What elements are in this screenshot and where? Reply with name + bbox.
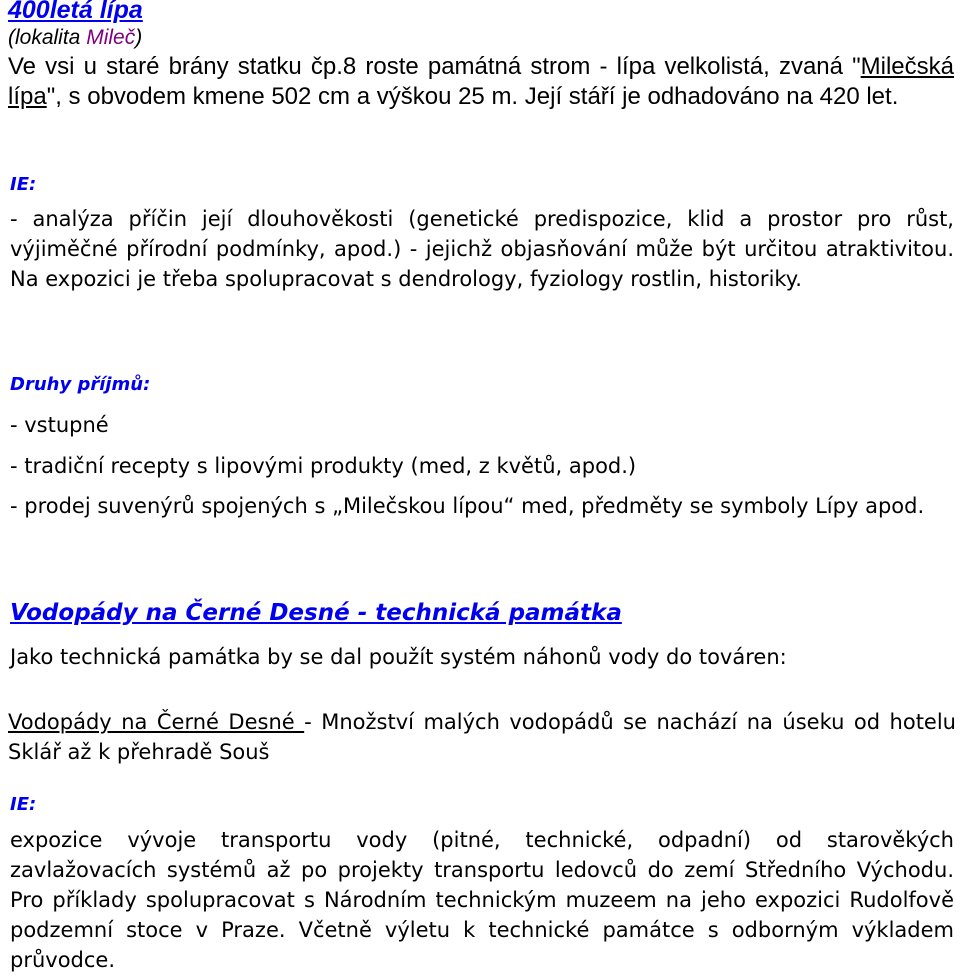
vodopady-link-desc: - Množství malých vodopádů se nachází na úseku od hotelu Sklář až k přehradě Souš (8, 710, 956, 764)
income-item: - tradiční recepty s lipovými produkty (med, z květů, apod.) (10, 454, 637, 478)
desc-link-milecska-lipa[interactable]: Milečská lípa (8, 53, 954, 110)
section-title-vodopady[interactable]: Vodopády na Černé Desné - technická památka (10, 600, 622, 626)
income-item: - prodej suvenýrů spojených s „Milečskou lípou“ med, předměty se symboly Lípy apod. (10, 494, 925, 518)
ie-text-1: - analýza příčin její dlouhověkosti (genetické predispozice, klid a prostor pro růst, výjiměčné přírodní podmínky, apod.) - jejichž objasňování může být určitou atraktivitou. Na expozici je třeba spolupracovat s dendrology, fyziology rostlin, historiky. (10, 207, 954, 291)
desc-part1: Ve vsi u staré brány statku čp.8 roste památná strom - lípa velkolistá, zvaná " (8, 53, 861, 80)
location-name: Mileč (86, 26, 136, 49)
ie-label-2: IE: (10, 794, 37, 815)
lipa-description (8, 52, 954, 112)
section-title-lipa[interactable]: 400letá lípa (8, 0, 143, 24)
location-suffix: ) (135, 26, 143, 49)
income-item: - vstupné (10, 413, 109, 437)
vodopady-link[interactable]: Vodopády na Černé Desné (8, 710, 305, 734)
vodopady-link-paragraph (8, 707, 956, 767)
vodopady-intro: Jako technická památka by se dal použít systém náhonů vody do továren: (10, 645, 787, 669)
location-line (8, 26, 142, 50)
desc-part2: ", s obvodem kmene 502 cm a výškou 25 m. Její stáří je odhadováno na 420 let. (46, 83, 899, 110)
ie-label-1: IE: (10, 174, 37, 195)
ie-text-2: expozice vývoje transportu vody (pitné, technické, odpadní) od starověkých zavlažovacích systémů až po projekty transportu ledovců do zemí Středního Východu. Pro příklady spolupracovat s Národním technickým muzeem na jeho expozici Rudolfově podzemní stoce v Praze. Včetně výletu k technické památce s odborným výkladem průvodce. (10, 828, 954, 972)
income-label: Druhy příjmů: (10, 374, 151, 395)
location-prefix: (lokalita (8, 26, 87, 49)
